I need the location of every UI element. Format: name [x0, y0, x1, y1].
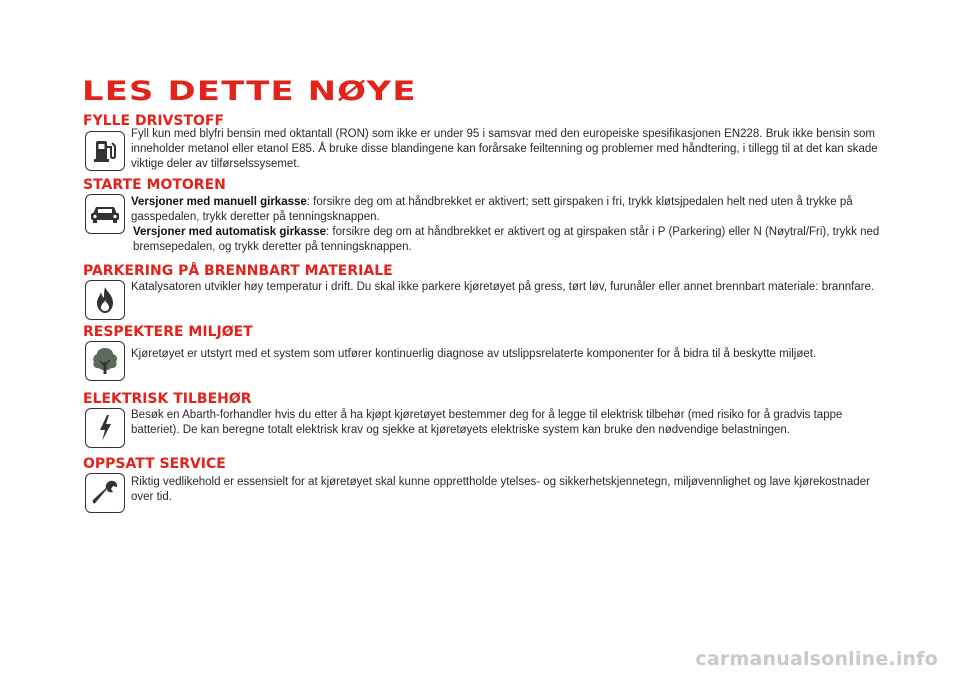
fuel-pump-icon: [85, 131, 125, 171]
wrench-icon: [85, 473, 125, 513]
section-title: ELEKTRISK TILBEHØR: [83, 391, 252, 407]
section-title: OPPSATT SERVICE: [83, 456, 226, 472]
automatic-gearbox-label: Versjoner med automatisk girkasse: [133, 226, 327, 238]
car-icon: [85, 194, 125, 234]
fire-icon: [85, 280, 125, 320]
section-text: Fyll kun med blyfri bensin med oktantall (RON) som ikke er under 95 i samsvar med den europeiske spesifikasjonen EN228. Bruk ikke bensin som inneholder metanol eller etanol E85. Å bruke disse blandingene kan forårsake feiltenning og problemer med håndtering, i tillegg til at det kan skade viktige deler av tilførselssysemet.: [131, 128, 878, 170]
automatic-gearbox-text: [133, 225, 891, 255]
section-text: Kjøretøyet er utstyrt med et system som utfører kontinuerlig diagnose av utslippsrelaterte komponenter for å bidra til å beskytte miljøet.: [131, 348, 817, 360]
lightning-icon: [85, 408, 125, 448]
section-title: PARKERING PÅ BRENNBART MATERIALE: [83, 263, 393, 279]
watermark-text: carmanualsonline.info: [695, 648, 938, 670]
section-title: FYLLE DRIVSTOFF: [83, 113, 225, 129]
section-title: STARTE MOTOREN: [83, 177, 226, 193]
automatic-gearbox-desc: : forsikre deg om at håndbrekket er aktivert og at girspaken står i P (Parkering) eller N (Nøytral/Fri), trykk ned bremsepedalen, og trykk deretter på tenningsknappen.: [133, 226, 880, 253]
section-text: Katalysatoren utvikler høy temperatur i drift. Du skal ikke parkere kjøretøyet på gress, tørt løv, furunåler eller annet brennbart materiale: brannfare.: [131, 281, 875, 293]
section-title: RESPEKTERE MILJØET: [83, 324, 253, 340]
section-text: Riktig vedlikehold er essensielt for at kjøretøyet skal kunne opprettholde ytelses- og sikkerhetskjennetegn, miljøvennlighet og lave kjørekostnader over tid.: [131, 476, 870, 503]
page-title: LES DETTE NØYE: [82, 76, 417, 107]
tree-icon: [85, 341, 125, 381]
manual-gearbox-text: [131, 195, 891, 225]
manual-gearbox-desc: : forsikre deg om at håndbrekket er aktivert; sett girspaken i fri, trykk kløtsjpedalen helt ned uten å trykke på gasspedalen, trykk deretter på tenningsknappen.: [131, 196, 853, 223]
manual-gearbox-label: Versjoner med manuell girkasse: [131, 196, 307, 208]
section-text: Besøk en Abarth-forhandler hvis du etter å ha kjøpt kjøretøyet bestemmer deg for å legge til elektrisk tilbehør (med risiko for å gradvis tappe batteriet). De kan beregne totalt elektrisk krav og sjekke at kjøretøyets elektriske system kan bruke den nødvendige belastningen.: [131, 409, 843, 436]
